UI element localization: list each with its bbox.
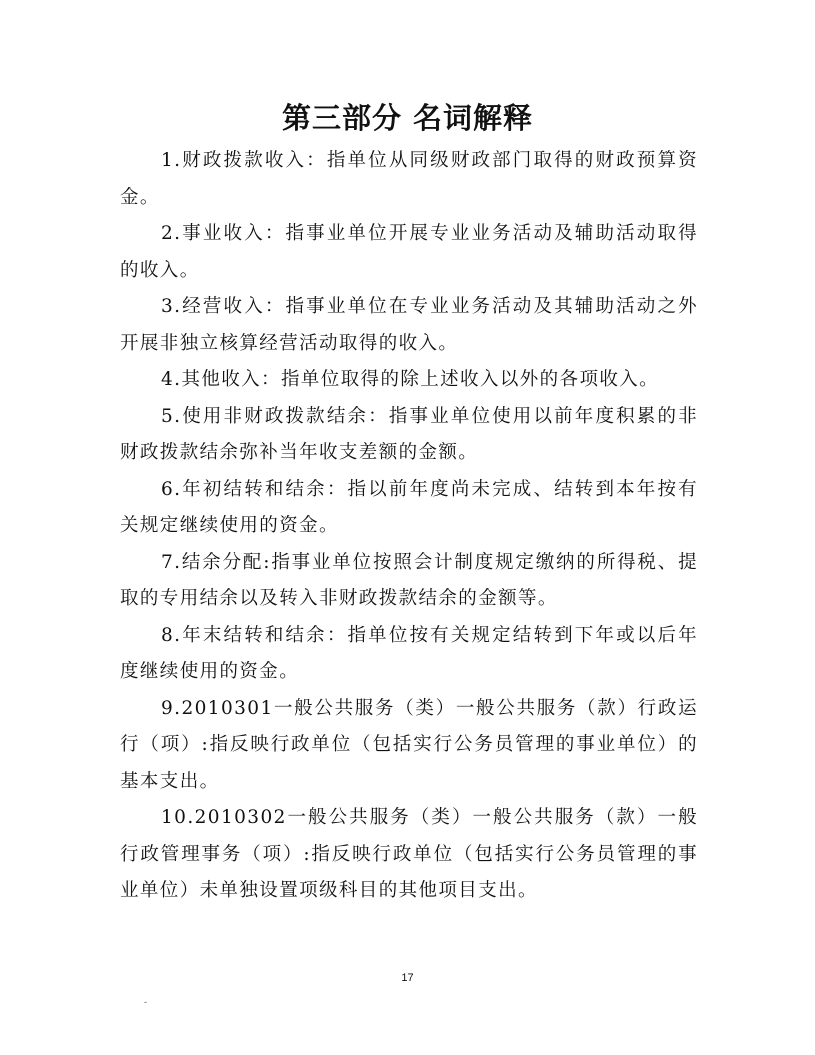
glossary-item-business-income: 2.事业收入：指事业单位开展专业业务活动及辅助活动取得的收入。 — [120, 223, 698, 281]
glossary-item-operating-income: 3.经营收入：指事业单位在专业业务活动及其辅助活动之外开展非独立核算经营活动取得的收入。 — [120, 296, 698, 354]
glossary-item-opening-carryover: 6.年初结转和结余：指以前年度尚未完成、结转到本年按有关规定继续使用的资金。 — [120, 478, 698, 536]
glossary-item-non-appropriation-surplus-use: 5.使用非财政拨款结余：指事业单位使用以前年度积累的非财政拨款结余弥补当年收支差额的金额。 — [120, 405, 698, 463]
glossary-item-other-income: 4.其他收入：指单位取得的除上述收入以外的各项收入。 — [161, 369, 660, 390]
glossary-item-financial-appropriation-income: 1.财政拨款收入：指单位从同级财政部门取得的财政预算资金。 — [120, 150, 698, 208]
page-title: 第三部分 名词解释 — [281, 101, 534, 135]
page-number: 17 — [401, 972, 414, 984]
glossary-item-administrative-operation: 9.2010301一般公共服务（类）一般公共服务（款）行政运行（项）:指反映行政单位（包括实行公务员管理的事业单位）的基本支出。 — [120, 697, 698, 792]
glossary-item-surplus-distribution: 7.结余分配:指事业单位按照会计制度规定缴纳的所得税、提取的专用结余以及转入非财政拨款结余的金额等。 — [120, 551, 698, 609]
glossary-item-closing-carryover: 8.年末结转和结余：指单位按有关规定结转到下年或以后年度继续使用的资金。 — [120, 624, 698, 682]
glossary-item-general-administrative-affairs: 10.2010302一般公共服务（类）一般公共服务（款）一般行政管理事务（项）:指反映行政单位（包括实行公务员管理的事业单位）未单独设置项级科目的其他项目支出。 — [120, 807, 698, 901]
footer-mark: - — [144, 997, 147, 1007]
glossary-body — [120, 143, 698, 910]
